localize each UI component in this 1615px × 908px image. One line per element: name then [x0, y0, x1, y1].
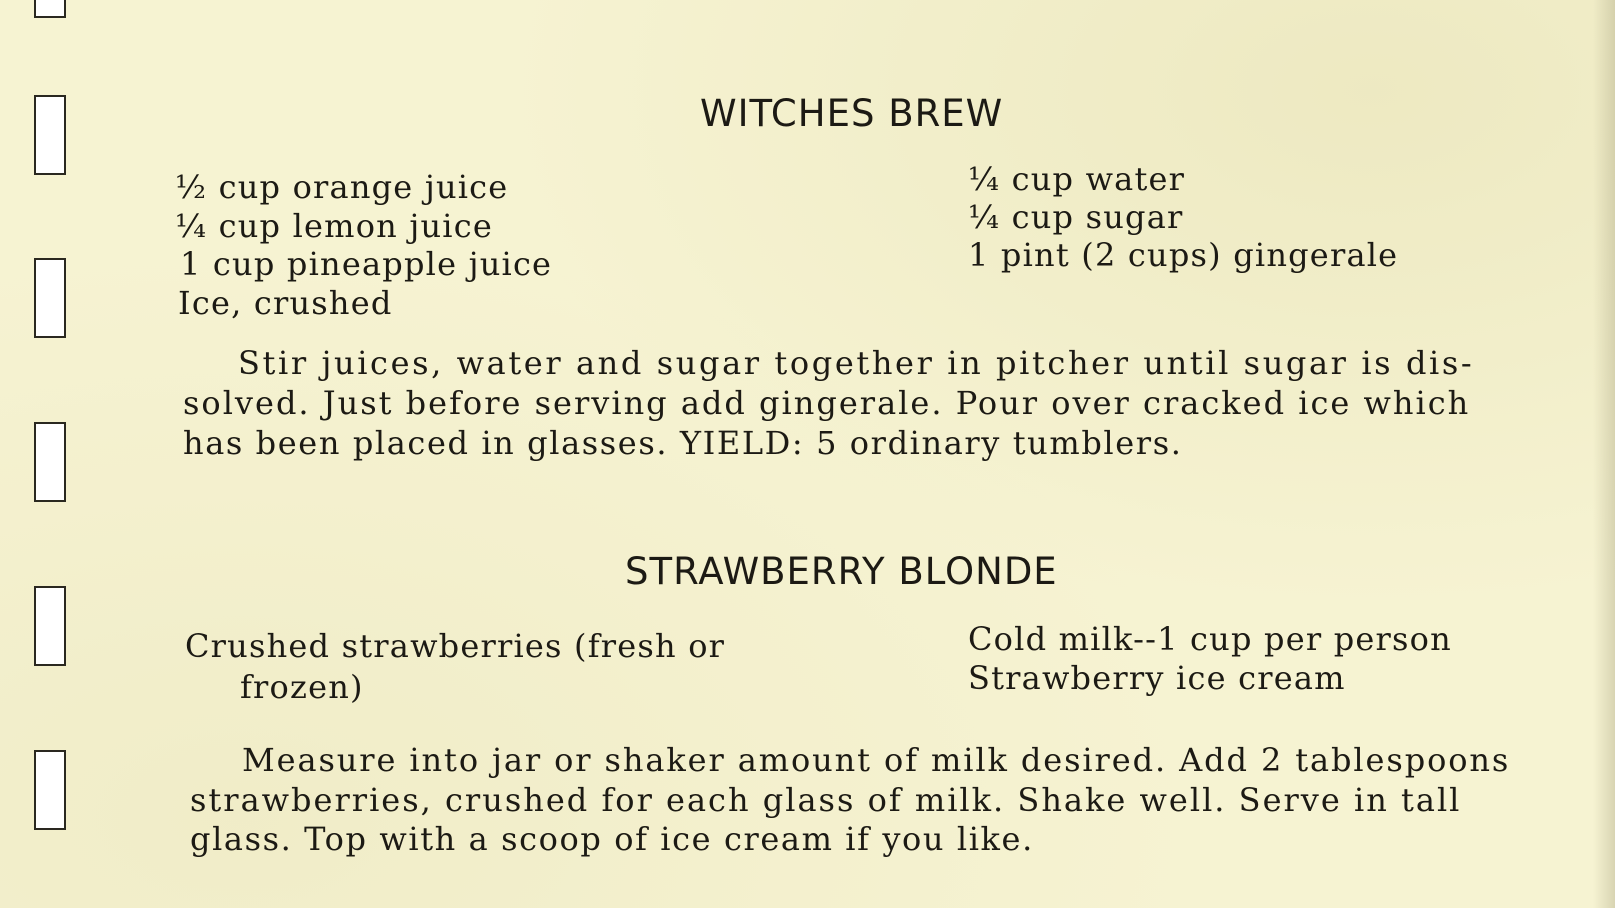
directions-line: glass. Top with a scoop of ice cream if you like.	[190, 820, 1034, 858]
binding-hole	[34, 258, 66, 338]
directions-line: Stir juices, water and sugar together in pitcher until sugar is dis-	[238, 344, 1475, 382]
ingredient-line: Cold milk--1 cup per person	[968, 620, 1452, 658]
ingredient-line: 1 cup pineapple juice	[180, 245, 553, 283]
ingredient-line: Strawberry ice cream	[968, 659, 1346, 697]
binding-hole	[34, 0, 66, 18]
recipe-title-witches-brew: WITCHES BREW	[700, 92, 1004, 135]
ingredient-line: frozen)	[240, 668, 364, 706]
directions-line: has been placed in glasses. YIELD: 5 ordinary tumblers.	[183, 424, 1183, 462]
ingredient-line: ¼ cup sugar	[968, 198, 1184, 236]
recipe-title-strawberry-blonde: STRAWBERRY BLONDE	[625, 550, 1058, 593]
binding-hole	[34, 586, 66, 666]
binding-hole	[34, 750, 66, 830]
page-edge-shadow	[1593, 0, 1615, 908]
ingredient-line: ¼ cup water	[968, 160, 1186, 198]
ingredient-line: Crushed strawberries (fresh or	[185, 627, 726, 665]
ingredient-line: ¼ cup lemon juice	[175, 207, 493, 245]
directions-line: Measure into jar or shaker amount of milk desired. Add 2 tablespoons	[242, 741, 1511, 779]
ingredient-line: ½ cup orange juice	[175, 168, 509, 206]
ingredient-line: Ice, crushed	[178, 284, 393, 322]
binding-hole	[34, 422, 66, 502]
binding-hole	[34, 95, 66, 175]
directions-line: solved. Just before serving add gingerale. Pour over cracked ice which	[183, 384, 1471, 422]
directions-line: strawberries, crushed for each glass of milk. Shake well. Serve in tall	[190, 781, 1462, 819]
ingredient-line: 1 pint (2 cups) gingerale	[968, 236, 1399, 274]
binding-holes	[0, 0, 90, 908]
